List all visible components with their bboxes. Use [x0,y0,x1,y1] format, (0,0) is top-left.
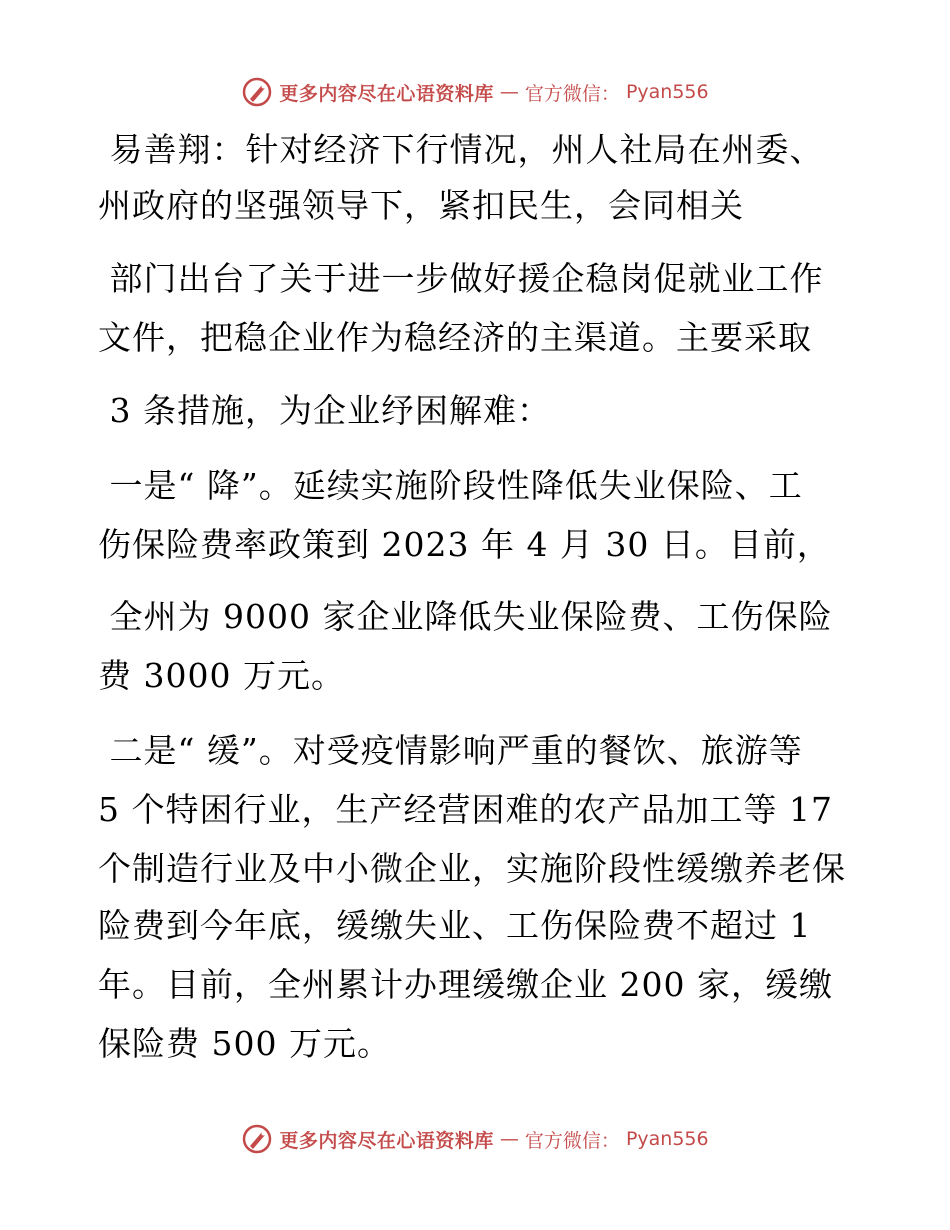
body-line: 3 条措施，为企业纾困解难： [98,391,551,430]
pen-logo-icon [241,1123,273,1155]
body-line: 险费到今年底，缓缴失业、工伤保险费不超过 1 [98,906,812,945]
body-line: 二是“ 缓”。对受疫情影响严重的餐饮、旅游等 [98,731,803,770]
pen-logo-icon [241,76,273,108]
body-line: 全州为 9000 家企业降低失业保险费、工伤保险 [98,597,833,636]
body-line: 费 3000 万元。 [98,656,345,695]
watermark-wechat-id: Pyan556 [625,81,709,103]
body-line: 文件，把稳企业作为稳经济的主渠道。主要采取 [98,318,812,357]
body-line: 部门出台了关于进一步做好援企稳岗促就业工作 [98,259,824,298]
watermark-separator: — [499,1128,519,1150]
body-line: 年。目前，全州累计办理缓缴企业 200 家，缓缴 [98,965,833,1004]
watermark-separator: — [499,81,519,103]
watermark-text: 更多内容尽在心语资料库 [279,82,494,105]
watermark-official: 官方微信： [524,82,620,105]
body-line: 州政府的坚强领导下，紧扣民生，会同相关 [98,186,744,225]
watermark-text: 更多内容尽在心语资料库 [279,1129,494,1152]
body-line: 伤保险费率政策到 2023 年 4 月 30 日。目前， [98,525,831,564]
header-watermark [0,72,950,112]
body-line: 5 个特困行业，生产经营困难的农产品加工等 17 [98,790,833,829]
watermark-wechat-id: Pyan556 [625,1128,709,1150]
watermark-official: 官方微信： [524,1129,620,1152]
body-line: 一是“ 降”。延续实施阶段性降低失业保险、工 [98,466,803,505]
body-line: 保险费 500 万元。 [98,1024,391,1063]
footer-watermark [0,1119,950,1159]
body-line: 个制造行业及中小微企业，实施阶段性缓缴养老保 [98,849,846,888]
body-line: 易善翔：针对经济下行情况，州人社局在州委、 [98,130,824,169]
